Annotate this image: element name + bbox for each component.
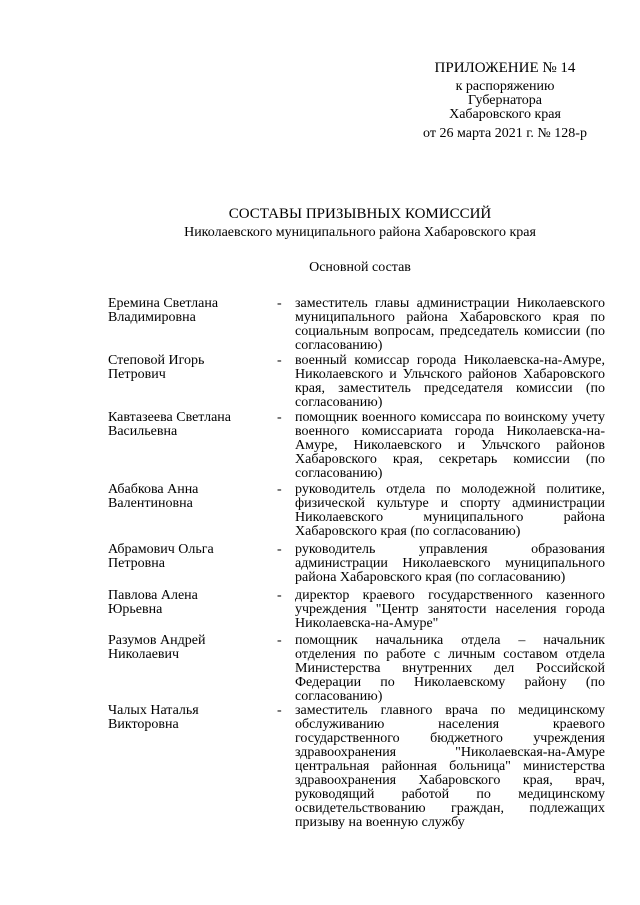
member-dash: - [277,410,282,425]
member-name: Чалых Наталья Викторовна [108,703,199,732]
appendix-date: от 26 марта 2021 г. № 128-р [423,126,587,141]
member-dash: - [277,588,282,603]
member-position: руководитель отдела по молодежной политике, физической культуре и спорту администрации Николаевского муниципального района Хабаровского края (по согласованию) [295,482,605,539]
member-name: Абабкова Анна Валентиновна [108,482,199,511]
member-position: директор краевого государственного казенного учреждения "Центр занятости населения города Николаевска-на-Амуре" [295,588,605,631]
member-position: военный комиссар города Николаевска-на-Амуре, Николаевского и Ульчского районов Хабаровского края, заместитель председателя комиссии (по согласованию) [295,353,605,410]
document-subtitle: Николаевского муниципального района Хабаровского края [184,225,536,240]
document-title: СОСТАВЫ ПРИЗЫВНЫХ КОМИССИЙ [228,206,492,222]
member-name: Кавтазеева Светлана Васильевна [108,410,231,439]
member-position: заместитель главного врача по медицинскому обслуживанию населения краевого государственного бюджетного учреждения здравоохранения "Николаевская-на-Амуре центральная районная больница" министерства здравоохранения Хабаровского края, врач, руководящий работой по медицинскому освидетельствованию граждан, подлежащих призыву на военную службу [295,703,605,830]
member-dash: - [277,542,282,557]
member-name: Павлова Алена Юрьевна [108,588,198,617]
member-position: заместитель главы администрации Николаевского муниципального района Хабаровского края по социальным вопросам, председатель комиссии (по согласованию) [295,296,605,353]
member-dash: - [277,296,282,311]
member-name: Разумов Андрей Николаевич [108,633,206,662]
appendix-block [400,60,610,141]
member-position: руководитель управления образования администрации Николаевского муниципального района Хабаровского края (по согласованию) [295,542,605,585]
member-position: помощник начальника отдела – начальник отделения по работе с личным составом отдела Министерства внутренних дел Российской Федерации по Николаевскому району (по согласованию) [295,633,605,704]
appendix-line-order: к распоряжению [455,79,555,94]
member-dash: - [277,633,282,648]
member-dash: - [277,703,282,718]
appendix-line-region: Хабаровского края [449,107,561,122]
member-name: Абрамович Ольга Петровна [108,542,214,571]
member-dash: - [277,353,282,368]
composition-heading: Основной состав [309,260,411,275]
member-dash: - [277,482,282,497]
member-position: помощник военного комиссара по воинскому учету военного комиссариата города Николаевска-на-Амуре, Николаевского и Ульчского районов Хабаровского края, секретарь комиссии (по согласованию) [295,410,605,481]
member-name: Степовой Игорь Петрович [108,353,205,382]
appendix-line-governor: Губернатора [467,93,543,108]
appendix-number: ПРИЛОЖЕНИЕ № 14 [434,60,576,76]
member-name: Еремина Светлана Владимировна [108,296,219,325]
